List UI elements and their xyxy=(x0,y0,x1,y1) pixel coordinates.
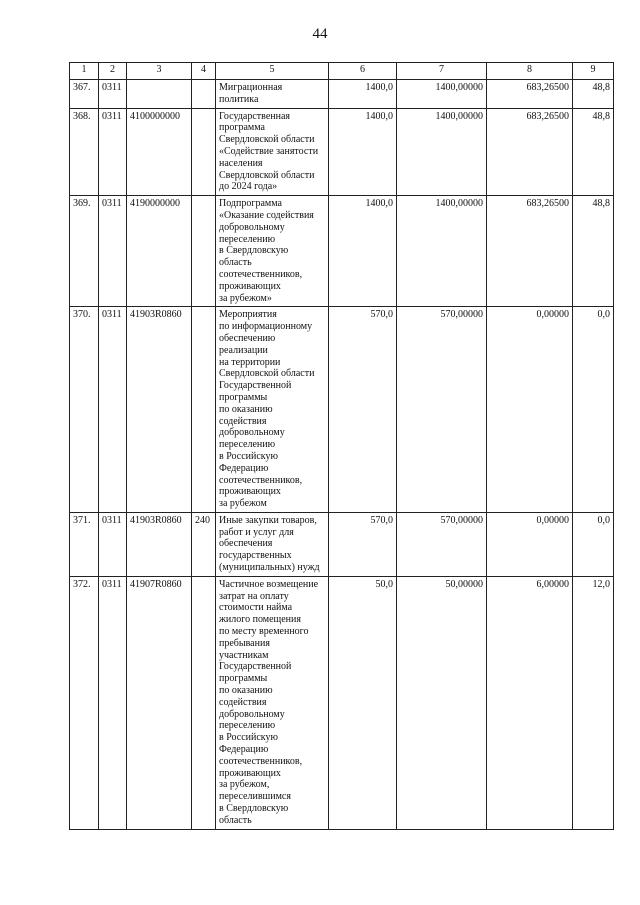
section-code: 0311 xyxy=(99,108,127,196)
item-name: Частичное возмещение затрат на оплату стоимости найма жилого помещения по месту временного пребывания участникам Государственной программы по оказанию содействия добровольному переселению в Российскую Федерацию соотечественников, проживающих за рубежом, переселившимся в Свердловскую область xyxy=(216,576,329,829)
column-header: 9 xyxy=(573,63,614,80)
table-row xyxy=(70,307,614,513)
section-code: 0311 xyxy=(99,307,127,513)
execution-percent: 48,8 xyxy=(573,80,614,109)
page-number: 44 xyxy=(312,26,328,42)
expense-type-code xyxy=(192,307,216,513)
expense-type-code xyxy=(192,80,216,109)
amount-approved: 570,00000 xyxy=(397,512,487,576)
amount-executed: 6,00000 xyxy=(487,576,573,829)
row-number: 370. xyxy=(70,307,99,513)
amount-planned: 570,0 xyxy=(329,512,397,576)
row-number: 371. xyxy=(70,512,99,576)
amount-approved: 1400,00000 xyxy=(397,196,487,307)
item-name: Подпрограмма «Оказание содействия добровольному переселению в Свердловскую область соотечественников, проживающих за рубежом» xyxy=(216,196,329,307)
execution-percent: 48,8 xyxy=(573,196,614,307)
column-header: 4 xyxy=(192,63,216,80)
item-name: Государственная программа Свердловской области «Содействие занятости населения Свердловской области до 2024 года» xyxy=(216,108,329,196)
table-row xyxy=(70,196,614,307)
table-row xyxy=(70,108,614,196)
column-header: 3 xyxy=(127,63,192,80)
amount-approved: 570,00000 xyxy=(397,307,487,513)
expense-type-code xyxy=(192,108,216,196)
execution-percent: 0,0 xyxy=(573,307,614,513)
amount-approved: 50,00000 xyxy=(397,576,487,829)
item-name: Миграционная политика xyxy=(216,80,329,109)
amount-planned: 1400,0 xyxy=(329,108,397,196)
section-code: 0311 xyxy=(99,512,127,576)
section-code: 0311 xyxy=(99,80,127,109)
table-row xyxy=(70,512,614,576)
amount-planned: 50,0 xyxy=(329,576,397,829)
expense-type-code: 240 xyxy=(192,512,216,576)
expense-type-code xyxy=(192,576,216,829)
execution-percent: 12,0 xyxy=(573,576,614,829)
column-header: 7 xyxy=(397,63,487,80)
amount-approved: 1400,00000 xyxy=(397,80,487,109)
table-row xyxy=(70,80,614,109)
column-header: 2 xyxy=(99,63,127,80)
amount-executed: 683,26500 xyxy=(487,196,573,307)
row-number: 367. xyxy=(70,80,99,109)
row-number: 368. xyxy=(70,108,99,196)
amount-planned: 1400,0 xyxy=(329,80,397,109)
target-code: 4100000000 xyxy=(127,108,192,196)
target-code: 41903R0860 xyxy=(127,512,192,576)
amount-approved: 1400,00000 xyxy=(397,108,487,196)
column-header: 1 xyxy=(70,63,99,80)
column-header: 8 xyxy=(487,63,573,80)
amount-executed: 683,26500 xyxy=(487,80,573,109)
amount-planned: 1400,0 xyxy=(329,196,397,307)
section-code: 0311 xyxy=(99,576,127,829)
execution-percent: 0,0 xyxy=(573,512,614,576)
amount-executed: 683,26500 xyxy=(487,108,573,196)
table-row xyxy=(70,576,614,829)
target-code: 41903R0860 xyxy=(127,307,192,513)
expense-type-code xyxy=(192,196,216,307)
target-code xyxy=(127,80,192,109)
item-name: Иные закупки товаров, работ и услуг для обеспечения государственных (муниципальных) нужд xyxy=(216,512,329,576)
target-code: 41907R0860 xyxy=(127,576,192,829)
amount-executed: 0,00000 xyxy=(487,512,573,576)
header-row xyxy=(70,63,614,80)
row-number: 372. xyxy=(70,576,99,829)
amount-executed: 0,00000 xyxy=(487,307,573,513)
execution-percent: 48,8 xyxy=(573,108,614,196)
column-header: 5 xyxy=(216,63,329,80)
budget-table xyxy=(69,62,614,830)
section-code: 0311 xyxy=(99,196,127,307)
target-code: 4190000000 xyxy=(127,196,192,307)
row-number: 369. xyxy=(70,196,99,307)
item-name: Мероприятия по информационному обеспечению реализации на территории Свердловской области Государственной программы по оказанию содействия добровольному переселению в Российскую Федерацию соотечественников, проживающих за рубежом xyxy=(216,307,329,513)
column-header: 6 xyxy=(329,63,397,80)
amount-planned: 570,0 xyxy=(329,307,397,513)
